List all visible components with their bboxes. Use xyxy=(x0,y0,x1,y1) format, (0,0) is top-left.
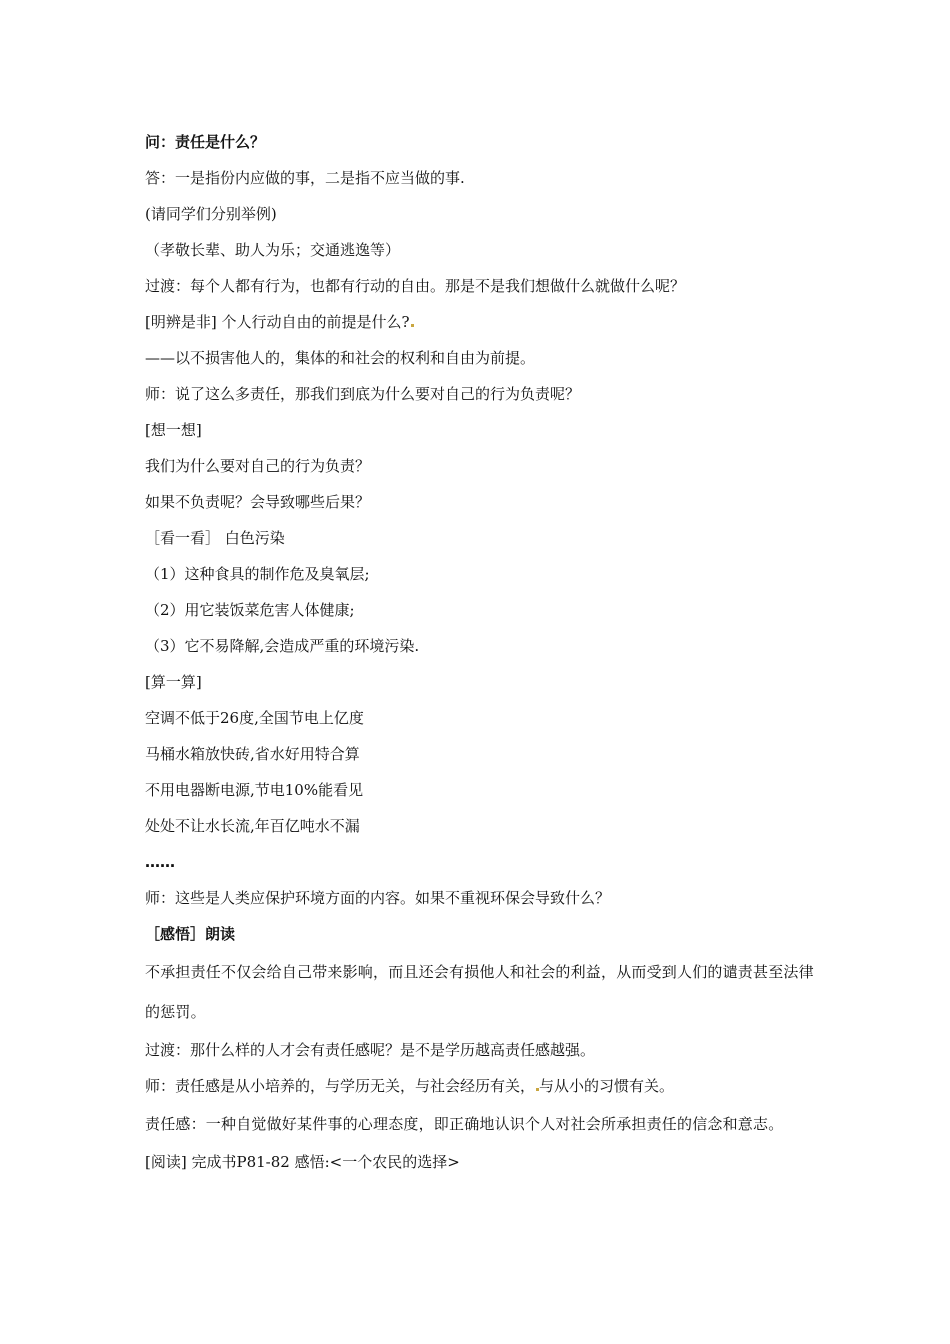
look-heading: ［看一看］ 白色污染 xyxy=(145,529,285,547)
think-question-2: 如果不负责呢？会导致哪些后果？ xyxy=(145,493,371,511)
think-heading: [想一想] xyxy=(145,421,202,439)
saving-line-4: 处处不让水长流,年百亿吨水不漏 xyxy=(145,817,360,835)
think-question-1: 我们为什么要对自己的行为负责？ xyxy=(145,457,371,475)
document-body xyxy=(145,124,815,1180)
definition-paragraph: 责任感：一种自觉做好某件事的心理态度，即正确地认识个人对社会所承担责任的信念和意志。 xyxy=(145,1115,784,1133)
answer-line: 答：一是指份内应做的事，二是指不应当做的事. xyxy=(145,169,465,187)
pollution-item-1: （1）这种食具的制作危及臭氧层; xyxy=(145,565,370,583)
calculate-heading: [算一算] xyxy=(145,673,202,691)
teacher-line-3 xyxy=(145,1068,815,1104)
teacher-line-1: 师：说了这么多责任，那我们到底为什么要对自己的行为负责呢？ xyxy=(145,385,581,403)
transition-line-2: 过渡：那什么样的人才会有责任感呢？是不是学历越高责任感越强。 xyxy=(145,1041,596,1059)
examples-line: （孝敬长辈、助人为乐；交通逃逸等） xyxy=(145,241,401,259)
question-heading: 问：责任是什么？ xyxy=(145,133,266,151)
saving-line-3: 不用电器断电源,节电10%能看见 xyxy=(145,781,364,799)
ellipsis-line: …… xyxy=(145,853,175,871)
pollution-item-2: （2）用它装饭菜危害人体健康; xyxy=(145,601,355,619)
prompt-examples: (请同学们分别举例) xyxy=(145,205,277,223)
discern-text: [明辨是非] 个人行动自由的前提是什么? xyxy=(145,313,410,331)
transition-line-1: 过渡：每个人都有行为，也都有行动的自由。那是不是我们想做什么就做什么呢？ xyxy=(145,277,686,295)
teacher-line-3-part-b: 与从小的习惯有关。 xyxy=(539,1077,675,1095)
reflection-heading: ［感悟］朗读 xyxy=(145,925,236,943)
reflection-paragraph: 不承担责任不仅会给自己带来影响，而且还会有损他人和社会的利益，从而受到人们的谴责甚至法律的惩罚。 xyxy=(145,963,814,1021)
teacher-line-3-part-a: 师：责任感是从小培养的，与学历无关，与社会经历有关， xyxy=(145,1077,536,1095)
saving-line-1: 空调不低于26度,全国节电上亿度 xyxy=(145,709,364,727)
premise-line: ——以不损害他人的，集体的和社会的权利和自由为前提。 xyxy=(145,349,536,367)
pollution-item-3: （3）它不易降解,会造成严重的环境污染. xyxy=(145,637,420,655)
highlight-dot xyxy=(411,324,414,327)
reading-line: [阅读] 完成书P81-82 感悟:<一个农民的选择> xyxy=(145,1153,460,1171)
discern-line xyxy=(145,304,815,340)
saving-line-2: 马桶水箱放快砖,省水好用特合算 xyxy=(145,745,360,763)
teacher-line-2: 师：这些是人类应保护环境方面的内容。如果不重视环保会导致什么？ xyxy=(145,889,611,907)
